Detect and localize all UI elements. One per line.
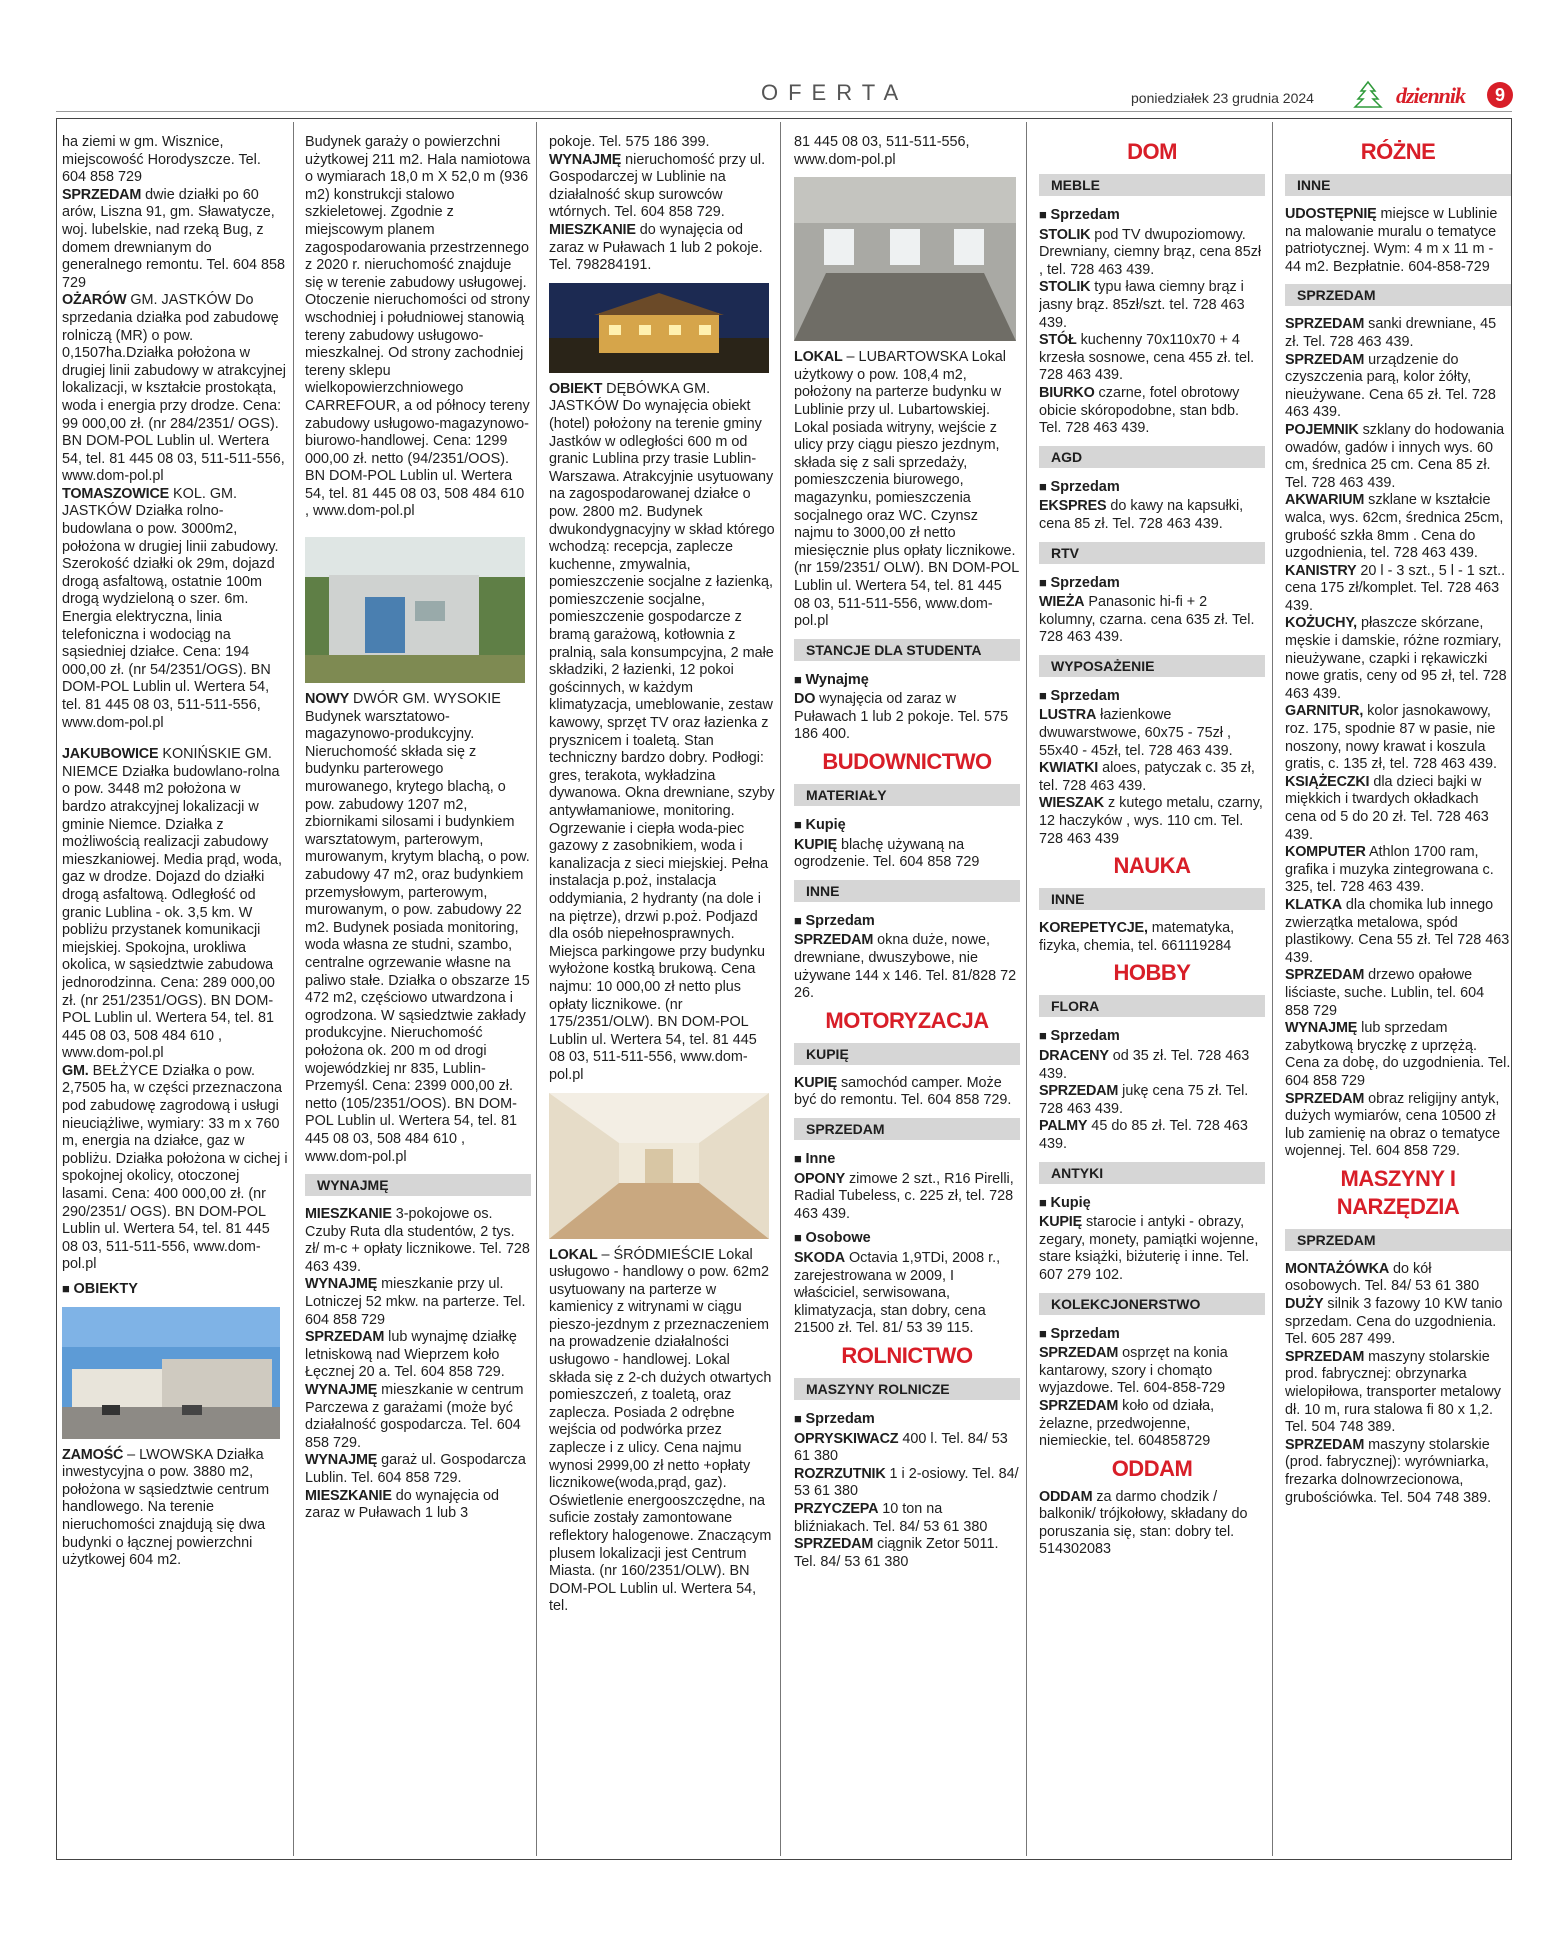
photo-warehouse-building xyxy=(305,537,525,683)
ad-text: KANISTRY 20 l - 3 szt., 5 l - 1 szt.. cena 175 zł/komplet. Tel. 728 463 439. xyxy=(1285,562,1506,614)
subsection-meble: MEBLE xyxy=(1039,174,1265,196)
ad-text: KWIATKI aloes, patyczak c. 35 zł, tel. 728 463 439. xyxy=(1039,760,1255,794)
subsection-kupie: KUPIĘ xyxy=(794,1043,1020,1065)
ad-text: OŻARÓW GM. JASTKÓW Do sprzedania działka pod zabudowę rolniczą (MR) o pow. 0,1507ha.Działka położona w drugiej linii zabudowy w atrakcyjnej lokalizacji, w kształcie prostokąta, woda i energia przy drodze. Cena: 99 000,00 zł. (nr 284/2351/ OGS). BN DOM-POL Lublin ul. Wertera 54, tel. 81 445 08 03, 511-511-556, www.dom-pol.pl xyxy=(62,292,286,485)
subsection-sprzedam: SPRZEDAM xyxy=(794,1118,1020,1140)
ad-text: NOWY DWÓR GM. WYSOKIE Budynek warsztatowo-magazynowo-produkcyjny. Nieruchomość składa się z budynku parterowego murowanego, krytego blachą, o pow. zabudowy 1207 m2, zbiornikami silosami i budynkiem warsztatowym, parterowym, murowanym, krytym blachą, o pow. zabudowy 47 m2, oraz budynkiem przemysłowym, parterowym, murowanym, o pow. zabudowy 22 m2. Budynek posiada monitoring, woda własna ze studni, szambo, centralne ogrzewanie własne na paliwo stałe. Działka o obszarze 15 472 m2, częściowo utwardzona i ogrodzona. W sąsiedztwie zakłady produkcyjne. Nieruchomość położona ok. 200 m od drogi wojewódzkiej nr 835, Lublin-Przemyśl. Cena: 2399 000,00 zł. netto (105/2351/OOS). BN DOM-POL Lublin ul. Wertera 54, tel. 81 445 08 03, 508 484 610 , www.dom-pol.pl xyxy=(305,691,530,1165)
ad-text: SPRZEDAM obraz religijny antyk, dużych wymiarów, cena 10500 zł lub zamienię na obraz o tematyce wojennej. Tel. 604 858 729. xyxy=(1285,1090,1501,1160)
ad-text: ODDAM za darmo chodzik / balkonik/ trójkołowy, składany do poruszania się, stan: dobry tel. 514302083 xyxy=(1039,1488,1248,1558)
ad-text: WIESZAK z kutego metalu, czarny, 12 haczyków , wys. 110 cm. Tel. 728 463 439 xyxy=(1039,795,1263,847)
subsection-sprzedam: ■ Sprzedam xyxy=(1039,206,1265,225)
subsection-inne: INNE xyxy=(1039,888,1265,910)
category-rolnictwo: ROLNICTWO xyxy=(841,1342,973,1368)
ad-text: pokoje. Tel. 575 186 399. xyxy=(549,134,710,150)
subsection-rtv: RTV xyxy=(1039,542,1265,564)
ad-text: SKODA Octavia 1,9TDi, 2008 r., zarejestrowana w 2009, I właściciel, serwisowana, klimatyzacja, stan dobry, cena 21500 zł. Tel. 81/ 53 39 115. xyxy=(794,1249,1001,1337)
ad-text: BIURKO czarne, fotel obrotowy obicie skóropodobne, stan bdb. Tel. 728 463 439. xyxy=(1039,384,1240,437)
ad-text: SPRZEDAM lub wynajmę działkę letniskową nad Wieprzem koło Łęcznej 20 a. Tel. 604 858 729. xyxy=(305,1329,517,1381)
ad-text: 81 445 08 03, 511-511-556, www.dom-pol.pl xyxy=(794,134,970,168)
ad-text: MONTAŻÓWKA do kół osobowych. Tel. 84/ 53 61 380 xyxy=(1285,1260,1480,1295)
category-rozne: RÓŻNE xyxy=(1360,139,1436,164)
subsection-inne: ■ Inne xyxy=(794,1150,1020,1169)
subsection-stancje: STANCJE DLA STUDENTA xyxy=(794,639,1020,661)
ad-text: SPRZEDAM koło od działa, żelazne, przedwojenne, niemieckie, tel. 604858729 xyxy=(1039,1397,1215,1450)
ad-text: OBIEKT DĘBÓWKA GM. JASTKÓW Do wynajęcia obiekt (hotel) położony na terenie gminy Jastków w odległości 600 m od granic Lublina przy trasie Lublin- Warszawa. Atrakcyjnie usytuowany na zagospodarowanej działce o pow. 2800 m2. Budynek dwukondygnacyjny w skład którego wchodzą: recepcja, zaplecze kuchenne, zmywalnia, pomieszczenie socjalne z łazienką, pomieszczenie socjalne, pomieszczenie gospodarcze z bramą garażową, kotłownia z pralnią, sala konsumpcyjna, 2 małe składziki, 2 łazienki, 12 pokoi gościnnych, w każdym klimatyzacja, umeblowanie, zestaw kawowy, sprzęt TV oraz łazienka z prysznicem i toaletą. Stan techniczny bardzo dobry. Podłogi: gres, terakota, wykładzina dywanowa. Okna drewniane, szyby antywłamaniowe, monitoring. Ogrzewanie i ciepła woda-piec gazowy z zasobnikiem, woda i kanalizacja z sieci miejskiej. Pełna instalacja p.poż, instalacja oddymiania, 2 hydranty (na dole i na piętrze), drzwi p.poż. Podjazd dla osób niepełnosprawnych. Miejsca parkingowe przy budynku wyłożone kostką brukową. Cena najmu: 10 000,00 zł netto plus opłaty licznikowe. (nr 175/2351/OLW). BN DOM-POL Lublin ul. Wertera 54, tel. 81 445 08 03, 511-511-556, www.dom-pol.pl xyxy=(549,380,775,1083)
subsection-kupie: ■ Kupię xyxy=(1039,1194,1265,1213)
ad-text: SPRZEDAM dwie działki po 60 arów, Liszna 91, gm. Sławatycze, woj. lubelskie, nad rzeką Bug, z domem drewnianym do generalnego remontu. Tel. 604 858 729 xyxy=(62,186,285,291)
subsection-sprzedam: SPRZEDAM xyxy=(1285,284,1511,306)
ad-text: MIESZKANIE do wynajęcia od zaraz w Puławach 1 lub 3 xyxy=(305,1487,499,1522)
ad-text: KOREPETYCJE, matematyka, fizyka, chemia, tel. 661119284 xyxy=(1039,920,1235,954)
subsection-kupie: ■ Kupię xyxy=(794,816,1020,835)
ad-text: OPRYSKIWACZ 400 l. Tel. 84/ 53 61 380 xyxy=(794,1430,1008,1465)
ad-text: LUSTRA łazienkowe dwuwarstwowe, 60x75 - 75zł , 55x40 - 45zł, tel. 728 463 439. xyxy=(1039,707,1233,759)
ad-text: SPRZEDAM okna duże, nowe, drewniane, dwuszybowe, nie używane 144 x 146. Tel. 81/828 72 26. xyxy=(794,932,1017,1002)
subsection-osobowe: ■ Osobowe xyxy=(794,1229,1020,1248)
ad-text: AKWARIUM szklane w kształcie walca, wys. 62cm, średnica 25cm, grubość szkła 8mm . Cena do uzgodnienia, tel. 728 463 439. xyxy=(1285,492,1504,562)
christmas-tree-icon xyxy=(1348,80,1388,110)
category-budownictwo: BUDOWNICTWO xyxy=(822,749,992,775)
photo-corridor-interior xyxy=(549,1093,769,1239)
ad-text: LOKAL – LUBARTOWSKA Lokal użytkowy o pow. 108,4 m2, położony na parterze budynku w Lublinie przy ul. Lubartowskiej. Lokal posiada witryny, wejście z ulicy przy ciągu pieszo jezdnym, składa się z sali sprzedaży, pomieszczenia biurowego, magazynku, pomieszczenia socjalnego oraz WC. Czynsz najmu to 3000,00 zł netto miesięcznie plus opłaty licznikowe. (nr 159/2351/ OLW). BN DOM-POL Lublin ul. Wertera 54, tel. 81 445 08 03, 511-511-556, www.dom-pol.pl xyxy=(794,349,1019,630)
ad-text: TOMASZOWICE KOL. GM. JASTKÓW Działka rolno-budowlana o pow. 3000m2, położona w drugiej linii zabudowy. Szerokość działki ok 29m, dojazd drogą asfaltową, ostatnie 100m drogą wydzieloną o szer. 6m. Energia elektryczna, linia telefoniczna i wodociąg na sąsiedniej działce. Cena: 194 000,00 zł. (nr 54/2351/OGS). BN DOM-POL Lublin ul. Wertera 54, tel. 81 445 08 03, 511-511-556, www.dom-pol.pl xyxy=(62,485,279,731)
subsection-flora: FLORA xyxy=(1039,995,1265,1017)
column-1 xyxy=(62,134,288,1852)
ad-text: POJEMNIK szklany do hodowania owadów, gadów i innych wys. 60 cm, średnica 25 cm. Cena 85 zł. Tel. 728 463 439. xyxy=(1285,421,1505,491)
category-nauka: NAUKA xyxy=(1113,853,1191,879)
subsection-sprzedam: ■ Sprzedam xyxy=(1039,478,1265,497)
ad-text: WYNAJMĘ garaż ul. Gospodarcza Lublin. Tel. 604 858 729. xyxy=(305,1452,526,1486)
ad-text: GM. BEŁŻYCE Działka o pow. 2,7505 ha, w części przeznaczona pod zabudowę zagrodową i usługi nieuciążliwe, wymiary: 33 m x 760 m, energia na działce, gaz w pobliżu. Działka położona w cichej i spokojnej okolicy, otoczonej lasami. Cena: 400 000,00 zł. (nr 290/2351/ OGS). BN DOM-POL Lublin ul. Wertera 54, tel. 81 445 08 03, 511-511-556, www.dom-pol.pl xyxy=(62,1062,288,1273)
ad-text: JAKUBOWICE KONIŃSKIE GM. NIEMCE Działka budowlano-rolna o pow. 3448 m2 położona w bardzo atrakcyjnej lokalizacji w gminie Niemce. Działka z możliwością realizacji zabudowy mieszkaniowej. Media prąd, woda, gaz w drodze. Dojazd do działki drogą asfaltową. Odległość od granic Lublina - ok. 3,5 km. W pobliżu przystanek komunikacji miejskiej. Spokojna, urokliwa okolica, w sąsiedztwie zabudowa jednorodzinna. Cena: 289 000,00 zł. (nr 251/2351/OGS). BN DOM-POL Lublin ul. Wertera 54, tel. 81 445 08 03, 508 484 610 , www.dom-pol.pl xyxy=(62,746,282,1062)
ad-text: UDOSTĘPNIĘ miejsce w Lublinie na malowanie muralu o tematyce patriotycznej. Wym: 4 m x 11 m - 44 m2. Bezpłatnie. 604-858-729 xyxy=(1285,206,1498,275)
ad-text: SPRZEDAM jukę cena 75 zł. Tel. 728 463 439. xyxy=(1039,1083,1249,1117)
ad-text: ZAMOŚĆ – LWOWSKA Działka inwestycyjna o pow. 3880 m2, położona w sąsiedztwie centrum handlowego. Na terenie nieruchomości znajdują się dwa budynki o łącznej powierzchni użytkowej 604 m2. xyxy=(62,1446,270,1569)
subsection-sprzedam: ■ Sprzedam xyxy=(1039,574,1265,593)
subsection-kolekcjonerstwo: KOLEKCJONERSTWO xyxy=(1039,1293,1265,1315)
subsection-maszyny-rolnicze: MASZYNY ROLNICZE xyxy=(794,1378,1020,1400)
column-6 xyxy=(1285,134,1511,1852)
page-number: 9 xyxy=(1487,82,1513,108)
ad-text: SPRZEDAM maszyny stolarskie prod. fabrycznej: obrzynarka wielopiłowa, transporter metalowy dł. 10 m, rura stalowa fi 80 x 1,2. Tel. 504 748 389. xyxy=(1285,1348,1501,1436)
ad-text: EKSPRES do kawy na kapsułki, cena 85 zł. Tel. 728 463 439. xyxy=(1039,498,1244,532)
subsection-antyki: ANTYKI xyxy=(1039,1162,1265,1184)
subsection-agd: AGD xyxy=(1039,446,1265,468)
category-dom: DOM xyxy=(1127,139,1177,164)
subsection-inne: INNE xyxy=(794,880,1020,902)
subsection-obiekty: ■ OBIEKTY xyxy=(62,1280,288,1299)
ad-text: KUPIĘ blachę używaną na ogrodzenie. Tel. 604 858 729 xyxy=(794,836,980,871)
column-3 xyxy=(549,134,775,1852)
column-divider xyxy=(1272,122,1273,1856)
issue-date: poniedziałek 23 grudnia 2024 xyxy=(1131,90,1314,106)
category-maszyny-i-narzedzia: MASZYNY I NARZĘDZIA xyxy=(1336,1165,1460,1219)
ad-text: PALMY 45 do 85 zł. Tel. 728 463 439. xyxy=(1039,1118,1248,1152)
subsection-sprzedam: ■ Sprzedam xyxy=(1039,687,1265,706)
photo-hotel-night xyxy=(549,283,769,373)
subsection-sprzedam: ■ Sprzedam xyxy=(794,912,1020,931)
ad-text: PRZYCZEPA 10 ton na bliźniakach. Tel. 84/ 53 61 380 xyxy=(794,1500,988,1535)
column-5 xyxy=(1039,134,1265,1852)
column-divider xyxy=(536,122,537,1856)
subsection-sprzedam: SPRZEDAM xyxy=(1285,1229,1511,1251)
ad-text: DUŻY silnik 3 fazowy 10 KW tanio sprzedam. Cena do uzgodnienia. Tel. 605 287 499. xyxy=(1285,1296,1503,1348)
ad-text: KUPIĘ starocie i antyki - obrazy, zegary, monety, pamiątki wojenne, stare książki, biżuterię i inne. Tel. 607 279 102. xyxy=(1039,1214,1259,1283)
ad-text: ROZRZUTNIK 1 i 2-osiowy. Tel. 84/ 53 61 380 xyxy=(794,1465,1019,1500)
subsection-wyposazenie: WYPOSAŻENIE xyxy=(1039,655,1265,677)
column-2 xyxy=(305,134,531,1852)
ad-text: KLATKA dla chomika lub innego zwierzątka metalowa, spód plastikowy. Cena 55 zł. Tel 728 463 439. xyxy=(1285,896,1510,966)
photo-commercial-building xyxy=(62,1307,280,1439)
subsection-sprzedam: ■ Sprzedam xyxy=(1039,1325,1265,1344)
ad-text: OPONY zimowe 2 szt., R16 Pirelli, Radial Tubeless, c. 225 zł, tel. 728 463 439. xyxy=(794,1170,1014,1222)
ad-text: KOMPUTER Athlon 1700 ram, grafika i muzyka zintegrowana c. 325, tel. 728 463 439. xyxy=(1285,844,1494,896)
ad-text: MIESZKANIE 3-pokojowe os. Czuby Ruta dla studentów, 2 tys. zł/ m-c + opłaty licznikowe. Tel. 728 463 439. xyxy=(305,1206,530,1275)
column-4 xyxy=(794,134,1020,1852)
ad-text: KOŻUCHY, płaszcze skórzane, męskie i damskie, różne rozmiary, nieużywane, czapki i rękawiczki nowe gratis, ceny od 95 zł, tel. 728 463 439. xyxy=(1285,615,1507,702)
ad-text: Budynek garaży o powierzchni użytkowej 211 m2. Hala namiotowa o wymiarach 18,0 m X 52,0 m (936 m2) konstrukcji stalowo szkieletowej. Zgodnie z miejscowym planem zagospodarowania przestrzennego z 2020 r. nieruchomość znajduje się w terenie zabudowy usługowej. Otoczenie nieruchomości od strony wschodniej i południowej stanowią tereny zabudowy usługowo-mieszkalnej. Od strony zachodniej tereny sklepu wielkopowierzchniowego CARREFOUR, a od północy tereny zabudowy usługowo-magazynowo-biurowo-handlowej. Cena: 1299 000,00 zł. netto (94/2351/OOS). BN DOM-POL Lublin ul. Wertera 54, tel. 81 445 08 03, 508 484 610 , www.dom-pol.pl xyxy=(305,134,531,520)
ad-text: WYNAJMĘ mieszkanie w centrum Parczewa z garażami (może być działalność gospodarcza. Tel. 604 858 729. xyxy=(305,1382,524,1451)
ad-text: STOLIK typu ława ciemny brąz i jasny brąz. 85zł/szt. tel. 728 463 439. xyxy=(1039,279,1245,331)
ad-text: KSIĄŻECZKI dla dzieci bajki w miękkich i twardych okładkach cena od 5 do 20 zł. Tel. 728 463 439. xyxy=(1285,773,1489,843)
ad-text: DO wynajęcia od zaraz w Puławach 1 lub 2 pokoje. Tel. 575 186 400. xyxy=(794,691,1009,743)
category-oddam: ODDAM xyxy=(1111,1455,1193,1481)
column-divider xyxy=(293,122,294,1856)
ad-text: SPRZEDAM osprzęt na konia kantarowy, szory i chomąto wyjazdowe. Tel. 604-858-729 xyxy=(1039,1345,1228,1397)
subsection-sprzedam: ■ Sprzedam xyxy=(1039,1027,1265,1046)
ad-text: STOLIK pod TV dwupoziomowy. Drewniany, ciemny brąz, cena 85zł , tel. 728 463 439. xyxy=(1039,226,1262,278)
ad-text: SPRZEDAM ciągnik Zetor 5011. Tel. 84/ 53 61 380 xyxy=(794,1536,999,1570)
section-name: OFERTA xyxy=(761,80,909,105)
ad-text: WIEŻA Panasonic hi-fi + 2 kolumny, czarna. cena 635 zł. Tel. 728 463 439. xyxy=(1039,594,1255,646)
column-divider xyxy=(1026,122,1027,1856)
ad-text: LOKAL – ŚRÓDMIEŚCIE Lokal usługowo - handlowy o pow. 62m2 usytuowany na parterze w kamienicy z witrynami w ciągu pieszo-jezdnym z przeznaczeniem na prowadzenie działalności usługowo - handlowej. Lokal składa się z 2-ch dużych otwartych pomieszczeń, z toaletą, oraz zaplecza. Posiada 2 odrębne wejścia od podwórka przez zaplecze i z ulicy. Cena najmu wynosi 2999,00 zł netto +opłaty licznikowe(woda,prąd, gaz). Oświetlenie energooszczędne, na suficie zostały zamontowane reflektory halogenowe. Znaczącym plusem lokalizacji jest Centrum Miasta. (nr 160/2351/OLW). BN DOM-POL Lublin ul. Wertera 54, tel. xyxy=(549,1246,772,1615)
ad-text: SPRZEDAM sanki drewniane, 45 zł. Tel. 728 463 439. xyxy=(1285,316,1497,350)
ad-text: WYNAJMĘ nieruchomość przy ul. Gospodarczej w Lublinie na działalność skup surowców wtórnych. Tel. 604 858 729. xyxy=(549,151,766,221)
ad-text: KUPIĘ samochód camper. Może być do remontu. Tel. 604 858 729. xyxy=(794,1074,1012,1109)
subsection-materialy: MATERIAŁY xyxy=(794,784,1020,806)
photo-empty-shop xyxy=(794,177,1016,341)
ad-text: ha ziemi w gm. Wisznice, miejscowość Horodyszcze. Tel. 604 858 729 xyxy=(62,134,261,186)
ad-text: STÓŁ kuchenny 70x110x70 + 4 krzesła sosnowe, cena 455 zł. tel. 728 463 439. xyxy=(1039,332,1255,384)
ad-text: SPRZEDAM maszyny stolarskie (prod. fabrycznej): wyrówniarka, frezarka dolnowrzecionowa, grubościówka. Tel. 504 748 389. xyxy=(1285,1436,1492,1506)
newspaper-logo[interactable]: dziennik xyxy=(1396,83,1466,108)
subsection-wynajme: WYNAJMĘ xyxy=(305,1174,531,1196)
ad-text: SPRZEDAM urządzenie do czyszczenia parą, kolor żółty, nieużywane. Cena 65 zł. Tel. 728 463 439. xyxy=(1285,351,1496,421)
subsection-sprzedam: ■ Sprzedam xyxy=(794,1410,1020,1429)
ad-text: DRACENY od 35 zł. Tel. 728 463 439. xyxy=(1039,1048,1250,1082)
subsection-inne: INNE xyxy=(1285,174,1511,196)
category-hobby: HOBBY xyxy=(1113,960,1191,986)
ad-text: MIESZKANIE do wynajęcia od zaraz w Puławach 1 lub 2 pokoje. Tel. 798284191. xyxy=(549,221,763,274)
subsection-wynajme: ■ Wynajmę xyxy=(794,671,1020,690)
category-motoryzacja: MOTORYZACJA xyxy=(825,1007,989,1033)
column-divider xyxy=(780,122,781,1856)
ad-text: GARNITUR, kolor jasnokawowy, roz. 175, spodnie 87 w pasie, nie noszony, nowy krawat i koszula gratis, c. 135 zł, tel. 728 463 439. xyxy=(1285,703,1497,773)
ad-text: SPRZEDAM drzewo opałowe liściaste, suche. Lublin, tel. 604 858 729 xyxy=(1285,967,1485,1019)
header-rule xyxy=(56,111,1512,112)
ad-text: WYNAJMĘ lub sprzedam zabytkową bryczkę z uprzężą. Cena za dobę, do uzgodnienia. Tel. 604 858 729 xyxy=(1285,1020,1511,1089)
ad-text: WYNAJMĘ mieszkanie przy ul. Lotniczej 52 mkw. na parterze. Tel. 604 858 729 xyxy=(305,1276,526,1328)
page-header xyxy=(56,80,1512,114)
